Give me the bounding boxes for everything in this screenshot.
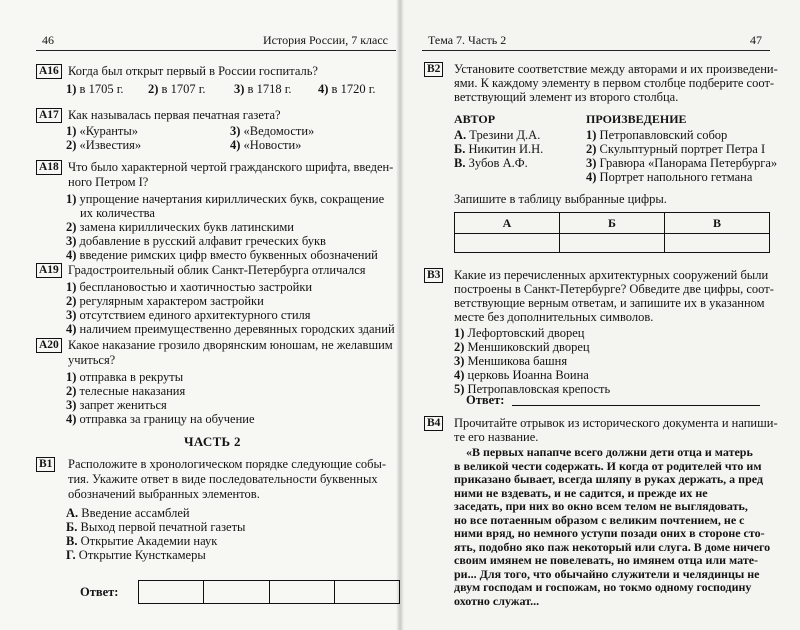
answer-table-b2[interactable]: [454, 212, 770, 253]
answer-cell[interactable]: [665, 234, 770, 253]
question-text: ветствующий элемент из второго столбца.: [454, 90, 679, 104]
work-item: 4) Портрет напольного гетмана: [586, 170, 753, 184]
question-text: тия. Укажите ответ в виде последовательности буквенных: [68, 472, 378, 486]
option: 1) Лефортовский дворец: [454, 326, 585, 340]
option: 3) в 1718 г.: [234, 82, 292, 96]
question-text: Градостроительный облик Санкт-Петербурга отличался: [68, 263, 366, 277]
table-header-v: В: [665, 213, 770, 234]
option: 1) в 1705 г.: [66, 82, 124, 96]
column-header-author: АВТОР: [454, 112, 496, 126]
question-number: А18: [36, 160, 62, 175]
question-text: Что было характерной чертой гражданского шрифта, введен-: [68, 160, 394, 174]
option: В. Открытие Академии наук: [66, 534, 218, 548]
question-number: А19: [36, 263, 62, 278]
question-text: Когда был открыт первый в России госпиталь?: [68, 64, 318, 78]
option: 3) запрет жениться: [66, 398, 167, 412]
header-rule-left: [36, 50, 396, 51]
right-page: [400, 0, 800, 630]
question-text: ветствующие верным ответам, и запишите их в указанном: [454, 296, 765, 310]
answer-label: Ответ:: [80, 585, 119, 599]
question-text: Установите соответствие между авторами и их произведени-: [454, 62, 778, 76]
option: 4) введение римских цифр вместо буквенных обозначений: [66, 248, 378, 262]
table-instruction: Запишите в таблицу выбранные цифры.: [454, 192, 667, 206]
quote-line: ять, подобно яко паж некоторый или слуга. В доме ничего: [454, 539, 771, 554]
question-text: ного Петром I?: [68, 175, 149, 189]
question-text: Какие из перечисленных архитектурных сооружений были: [454, 268, 769, 282]
answer-cell[interactable]: [334, 581, 399, 604]
quote-line: ри... Для того, что обычайно служители и челядинцы не: [454, 566, 760, 581]
question-number: В1: [36, 457, 55, 472]
work-item: 2) Скульптурный портрет Петра I: [586, 142, 766, 156]
question-text: Как называлась первая печатная газета?: [68, 108, 281, 122]
quote-line: ними не вздевать, и не садится, и прежде их не: [454, 485, 708, 500]
option: 3) «Ведомости»: [230, 124, 315, 138]
option: 2) телесные наказания: [66, 384, 186, 398]
option: 4) церковь Иоанна Воина: [454, 368, 589, 382]
question-number: В3: [424, 268, 443, 283]
option: 4) отправка за границу на обучение: [66, 412, 255, 426]
author-item: В. Зубов А.Ф.: [454, 156, 528, 170]
question-text: построены в Санкт-Петербурге? Обведите две цифры, соот-: [454, 282, 774, 296]
part-heading: ЧАСТЬ 2: [184, 434, 241, 449]
question-number: В2: [424, 62, 443, 77]
option: 4) в 1720 г.: [318, 82, 376, 96]
quote-line: но все потаенным образом с великим почтением, не с: [454, 512, 745, 527]
column-header-work: ПРОИЗВЕДЕНИЕ: [586, 112, 687, 126]
answer-table-b1[interactable]: [138, 580, 400, 604]
answer-cell[interactable]: [139, 581, 204, 604]
quote-line: охотно служат...: [454, 593, 540, 608]
option: 2) Меншиковский дворец: [454, 340, 590, 354]
question-number: В4: [424, 416, 443, 431]
page-number-right: 47: [750, 33, 762, 47]
question-text: Прочитайте отрывок из исторического документа и напиши-: [454, 416, 778, 430]
option: 2) «Известия»: [66, 138, 142, 152]
answer-cell[interactable]: [269, 581, 334, 604]
book-gutter: [396, 0, 404, 630]
option: Б. Выход первой печатной газеты: [66, 520, 246, 534]
question-number: А20: [36, 338, 62, 353]
option: 2) регулярным характером застройки: [66, 294, 264, 308]
question-text: учиться?: [68, 353, 116, 367]
author-item: А. Трезини Д.А.: [454, 128, 541, 142]
running-title-left: История России, 7 класс: [263, 33, 388, 47]
option: 4) наличием преимущественно деревянных городских зданий: [66, 322, 395, 336]
quote-line: своим имянем не повелевать, но имянем отца или мате-: [454, 553, 759, 567]
answer-line[interactable]: [512, 405, 760, 406]
option: 1) «Куранты»: [66, 124, 139, 138]
option: 3) Меншикова башня: [454, 354, 568, 368]
question-text: те его название.: [454, 430, 539, 444]
work-item: 1) Петропавловский собор: [586, 128, 728, 142]
option: 3) добавление в русский алфавит греческих букв: [66, 234, 326, 248]
question-number: А17: [36, 108, 62, 123]
question-text: Расположите в хронологическом порядке следующие собы-: [68, 457, 387, 471]
option: Г. Открытие Кунсткамеры: [66, 548, 206, 562]
author-item: Б. Никитин И.Н.: [454, 142, 544, 156]
quote-line: «В первых напапче всего должни дети отца и матерь: [466, 445, 753, 459]
option: А. Введение ассамблей: [66, 506, 190, 520]
answer-cell[interactable]: [204, 581, 269, 604]
answer-cell[interactable]: [560, 234, 665, 253]
running-title-right: Тема 7. Часть 2: [428, 33, 507, 47]
option: 1) отправка в рекруты: [66, 370, 184, 384]
option: 3) отсутствием единого архитектурного стиля: [66, 308, 311, 322]
question-text: ями. К каждому элементу в первом столбце подберите соот-: [454, 76, 775, 90]
answer-label: Ответ:: [466, 393, 505, 407]
header-rule-right: [422, 50, 770, 51]
option: 5) Петропавловская крепость: [454, 382, 611, 396]
question-text: обозначений выбранных элементов.: [68, 487, 260, 501]
option: 1) упрощение начертания кириллических букв, сокращение: [66, 192, 385, 206]
option: 4) «Новости»: [230, 138, 302, 152]
table-header-a: А: [455, 213, 560, 234]
option: 2) замена кириллических букв латинскими: [66, 220, 294, 234]
quote-line: ними вряд, но немного уступи позади оних в стороне сто-: [454, 526, 765, 540]
option: их количества: [80, 206, 155, 220]
quote-line: в великой чести содержать. И когда от родителей что им: [454, 458, 762, 473]
work-item: 3) Гравюра «Панорама Петербурга»: [586, 156, 778, 170]
option: 2) в 1707 г.: [148, 82, 206, 96]
quote-line: приказано бывает, всегда шляпу в руках держать, а пред: [454, 472, 764, 486]
quote-line: двум господам и госпожам, но токмо одному господину: [454, 580, 752, 594]
table-header-b: Б: [560, 213, 665, 234]
page-number-left: 46: [42, 33, 54, 47]
question-number: А16: [36, 64, 62, 79]
question-text: месте без дополнительных символов.: [454, 310, 654, 324]
option: 1) бесплановостью и хаотичностью застройки: [66, 280, 313, 294]
question-text: Какое наказание грозило дворянским юношам, не желавшим: [68, 338, 393, 352]
answer-cell[interactable]: [455, 234, 560, 253]
quote-line: заседать, при них во окно всем телом не выглядовать,: [454, 499, 748, 513]
document-quote: [454, 446, 770, 608]
